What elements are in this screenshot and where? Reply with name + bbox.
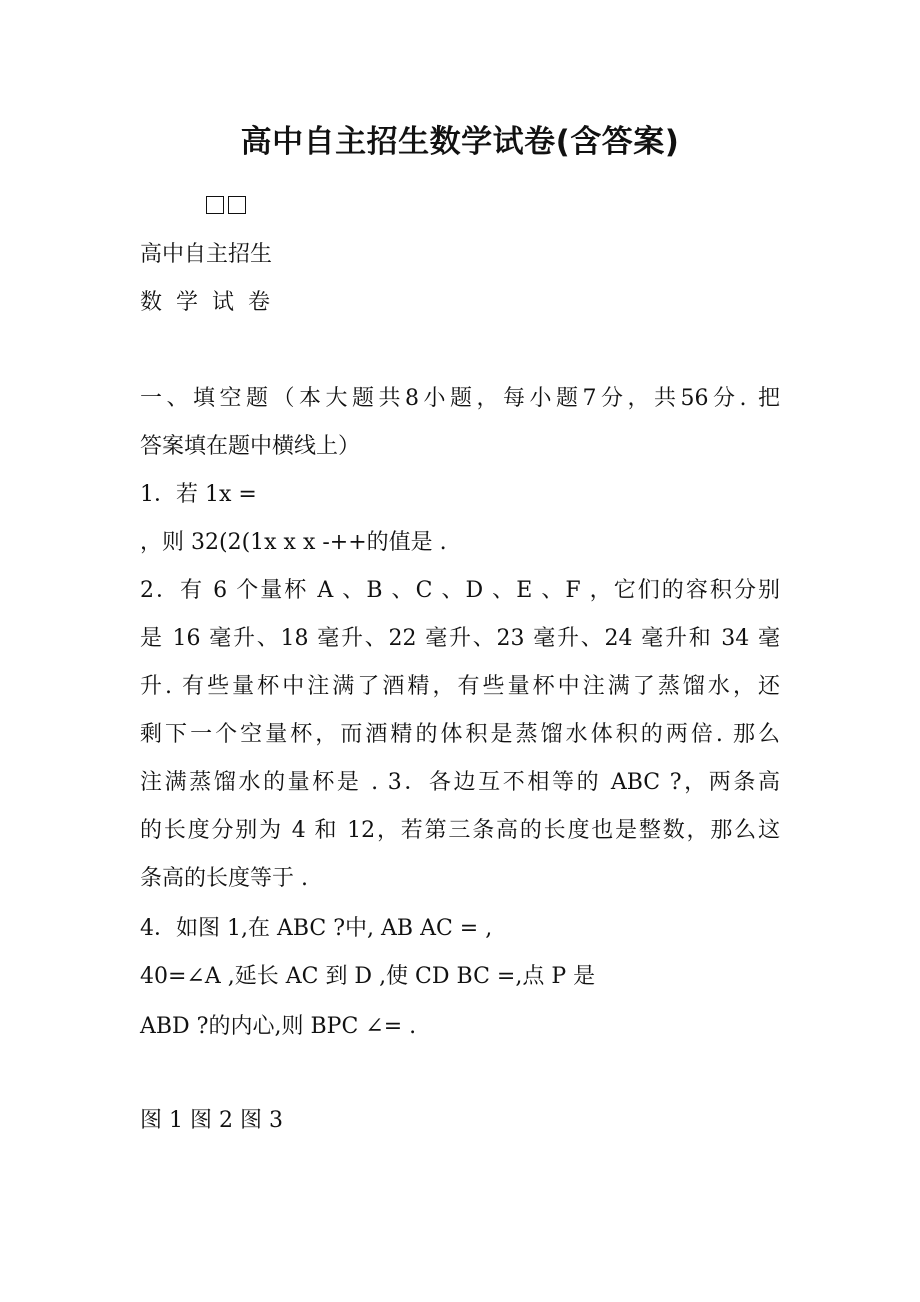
question-4-line: 40=∠A ,延长 AC 到 D ,使 CD BC =,点 P 是 bbox=[140, 964, 596, 989]
question-2-line: 升. 有些量杯中注满了酒精，有些量杯中注满了蒸馏水，还 bbox=[140, 674, 780, 699]
missing-glyph-box bbox=[228, 196, 246, 214]
question-2-line: 是 16 毫升、18 毫升、22 毫升、23 毫升、24 毫升和 34 毫 bbox=[140, 626, 780, 651]
question-4-line: 4．如图 1,在 ABC ?中, AB AC = , bbox=[140, 916, 493, 941]
section-heading-cont: 答案填在题中横线上） bbox=[140, 434, 361, 459]
section-heading: 一、填空题（本大题共8小题，每小题7分，共56分. 把 bbox=[140, 386, 780, 411]
question-4-line: ABD ?的内心,则 BPC ∠= . bbox=[140, 1014, 417, 1039]
question-2-line: 2．有 6 个量杯 A 、B 、C 、D 、E 、F ，它们的容积分别 bbox=[140, 578, 780, 603]
figure-captions: 图 1 图 2 图 3 bbox=[140, 1108, 283, 1133]
question-3-line: 的长度分别为 4 和 12，若第三条高的长度也是整数，那么这 bbox=[140, 818, 780, 843]
header-line-2: 数学试卷 bbox=[140, 290, 285, 315]
question-1-line: ，则 32(2(1x x x -++的值是 . bbox=[140, 530, 447, 555]
placeholder-glyphs bbox=[206, 193, 246, 217]
question-3-line: 注满蒸馏水的量杯是 . 3．各边互不相等的 ABC ?，两条高 bbox=[140, 770, 780, 795]
question-3-line: 条高的长度等于 . bbox=[140, 866, 308, 891]
header-line-1: 高中自主招生 bbox=[140, 242, 273, 267]
question-2-line: 剩下一个空量杯，而酒精的体积是蒸馏水体积的两倍. 那么 bbox=[140, 722, 780, 747]
page-title: 高中自主招生数学试卷(含答案) bbox=[240, 124, 680, 160]
missing-glyph-box bbox=[206, 196, 224, 214]
question-1-line: 1．若 1x = bbox=[140, 482, 257, 507]
